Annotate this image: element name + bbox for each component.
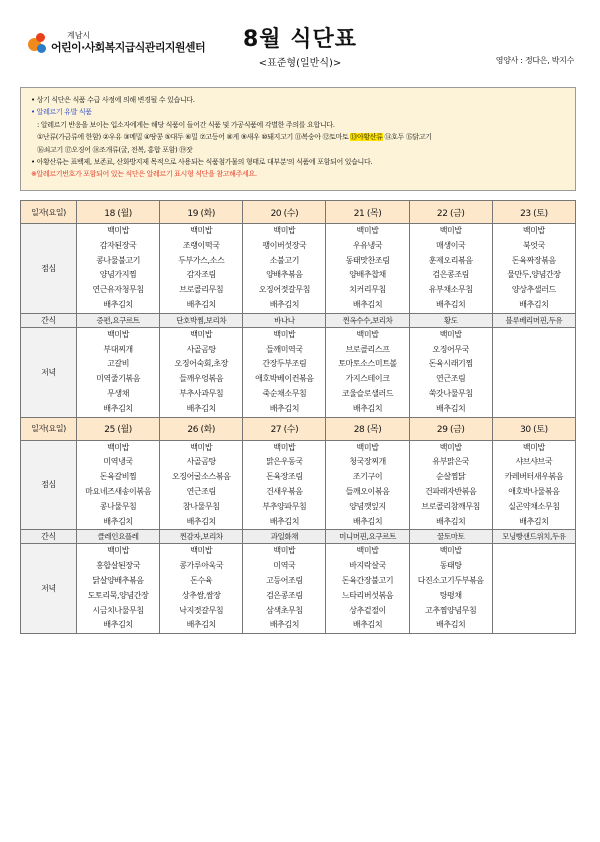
menu-item: 돈육갈비찜 [99, 472, 137, 482]
lunch-cell [492, 224, 575, 314]
dinner-cell [243, 327, 326, 417]
menu-item: 동태탕 [439, 561, 462, 571]
lunch-cell [160, 224, 243, 314]
menu-item: 백미밥 [273, 226, 296, 235]
menu-item: 상추쌈,쌈장 [181, 590, 221, 600]
menu-item: 콩나물무침 [99, 501, 137, 511]
dinner-cell [492, 544, 575, 634]
day-header: 28 (목) [326, 417, 409, 440]
menu-item: 건파래자반볶음 [425, 486, 477, 496]
lunch-cell [77, 440, 160, 530]
menu-item: 돈육간장불고기 [341, 575, 394, 585]
menu-item: 오징어젓갈무침 [258, 285, 311, 295]
allergy-codes-line2: ⑯쇠고기 ⑰오징어 ⑱조개류(굴, 전복, 홍합 포함) ⑲잣 [37, 145, 193, 154]
menu-item: 브로콜리스프 [345, 344, 390, 354]
sulfite-highlight: ⑬아황산류 [350, 133, 383, 142]
menu-item [493, 559, 575, 574]
menu-item: 훈제오리볶음 [428, 255, 473, 265]
menu-item: 백미밥 [522, 442, 545, 452]
page-title: 8월 식단표 [243, 27, 357, 52]
menu-item: 배추김치 [436, 620, 466, 630]
menu-item: 실곤약채소무침 [508, 501, 560, 511]
menu-item: 콩나물불고기 [96, 255, 141, 265]
menu-item: 백미밥 [439, 226, 462, 235]
menu-item: 백미밥 [273, 442, 296, 452]
menu-item: 삼색초무침 [266, 605, 303, 615]
menu-item: 백미밥 [107, 442, 130, 452]
menu-item: 도토리묵,양념간장 [87, 590, 149, 600]
menu-item: 시금치나물무침 [92, 605, 144, 615]
menu-item: 우유냉국 [352, 240, 383, 250]
menu-item: 백미밥 [356, 329, 379, 339]
menu-item: 배추김치 [519, 516, 549, 526]
nutritionist-credit: 영양사 : 정다은, 박지수 [495, 56, 574, 65]
week2-lunch-row [21, 440, 576, 530]
dinner-cell [409, 544, 492, 634]
weekly-menu-table [20, 200, 576, 634]
dinner-cell [243, 544, 326, 634]
snack-cell: 미니머핀,요구르트 [326, 530, 409, 544]
menu-item: 오징어무국 [432, 344, 470, 354]
week1-snack-row [21, 313, 576, 327]
snack-cell: 모닝빵샌드위치,두유 [492, 530, 575, 544]
menu-item: 미역국 [273, 561, 296, 571]
notice-sulfite: • 아황산류는 표백제, 보존료, 산화방지제 목적으로 사용되는 식품첨가물의 형태로 대부분'의 식품에 포함되어 있습니다. [31, 158, 373, 167]
dinner-cell [492, 327, 575, 417]
snack-cell: 블루베리머핀,두유 [492, 313, 575, 327]
menu-item [493, 328, 575, 343]
menu-item: 상추겉절이 [349, 605, 386, 615]
dinner-label: 저녁 [21, 327, 77, 417]
menu-item: 배추김치 [436, 516, 466, 526]
menu-item: 고갈비 [107, 359, 130, 369]
menu-item: 죽순채소무침 [262, 388, 307, 398]
menu-item: 애호박나물볶음 [508, 486, 560, 496]
dinner-cell [326, 544, 409, 634]
notice-allergy-heading: • 알레르기 유발 식품 [31, 108, 92, 117]
menu-item: 미역냉국 [103, 457, 133, 467]
menu-item: 양념가지찜 [99, 270, 137, 280]
menu-item: 간장두부조림 [262, 359, 307, 369]
menu-item: 백미밥 [439, 329, 462, 339]
menu-item: 배추김치 [103, 620, 133, 630]
menu-item: 양배추찹채 [349, 270, 386, 280]
menu-item: 가지스테이크 [345, 374, 390, 384]
menu-item: 마요네즈새송이볶음 [85, 486, 152, 496]
menu-item: 검은콩조림 [266, 590, 303, 600]
menu-item: 배추김치 [436, 403, 466, 413]
logo-center-name: 어린이·사회복지급식관리지원센터 [51, 41, 205, 54]
logo-city: 계남시 [67, 31, 91, 40]
menu-item: 배추김치 [269, 403, 300, 413]
week2-snack-row [21, 530, 576, 544]
dinner-cell [326, 327, 409, 417]
menu-item: 백미밥 [190, 226, 213, 235]
menu-item [493, 387, 575, 402]
menu-item: 배추김치 [103, 403, 133, 413]
day-header: 26 (화) [160, 417, 243, 440]
snack-cell: 황도 [409, 313, 492, 327]
notice-change: • 상기 식단은 식품 수급 사정에 의해 변경될 수 있습니다. [31, 96, 195, 104]
menu-item: 동태맛찬조림 [345, 255, 390, 265]
menu-item: 부대찌개 [103, 344, 133, 354]
day-header: 19 (화) [160, 201, 243, 224]
menu-item: 닭살양배추볶음 [92, 575, 144, 585]
menu-item: 돈육장조림 [266, 472, 303, 482]
menu-item: 들깨미역국 [266, 344, 303, 354]
dinner-cell [77, 544, 160, 634]
menu-item: 백미밥 [190, 546, 213, 556]
menu-item: 배추김치 [352, 299, 383, 309]
menu-item: 연근조림 [186, 486, 216, 496]
menu-item: 감자된장국 [99, 240, 137, 250]
menu-item [493, 357, 575, 372]
menu-item: 백미밥 [522, 226, 545, 235]
menu-item: 백미밥 [107, 329, 130, 339]
dinner-cell [409, 327, 492, 417]
snack-cell: 과일화채 [243, 530, 326, 544]
menu-item: 고추찜양념무침 [425, 605, 477, 615]
menu-item: 배추김치 [352, 516, 383, 526]
menu-item: 카레버터새우볶음 [504, 472, 564, 482]
snack-cell: 꿀토마토 [409, 530, 492, 544]
week2-dinner-row [21, 544, 576, 634]
date-label: 일자(요일) [21, 201, 77, 224]
lunch-cell [326, 440, 409, 530]
menu-item: 낙지젓갈무침 [179, 605, 224, 615]
menu-item: 감자조림 [186, 270, 216, 280]
week1-dinner-row [21, 327, 576, 417]
menu-item: 양상추샐러드 [511, 285, 556, 295]
menu-item: 배추김치 [103, 299, 133, 309]
menu-item: 다진소고기두부볶음 [417, 575, 484, 585]
menu-item: 배추김치 [186, 516, 216, 526]
menu-item: 양념깻잎지 [349, 501, 386, 511]
menu-item: 백미밥 [356, 226, 379, 235]
menu-item: 느타리버섯볶음 [341, 590, 394, 600]
menu-item: 배추김치 [186, 403, 216, 413]
snack-label: 간식 [21, 313, 77, 327]
menu-item: 오징어굴소스볶음 [171, 472, 231, 482]
menu-item [493, 574, 575, 589]
snack-cell: 클레인요플레 [77, 530, 160, 544]
menu-item: 청국장찌개 [349, 457, 386, 467]
menu-item: 샤브샤브국 [515, 457, 553, 467]
menu-item: 쑥갓나물무침 [428, 388, 473, 398]
snack-cell: 단호박찜,보리차 [160, 313, 243, 327]
lunch-cell [77, 224, 160, 314]
menu-item: 백미밥 [273, 546, 296, 556]
notice-allergy-caution: : 알레르기 반응을 보이는 입소자에게는 해당 식품이 들어간 식품 및 가공식품에 각별한 주의를 요합니다. [37, 120, 335, 129]
menu-item: 배추김치 [269, 516, 300, 526]
menu-item: 배추김치 [103, 516, 133, 526]
menu-item: 양배추볶음 [266, 270, 303, 280]
dinner-cell [160, 544, 243, 634]
menu-item: 배추김치 [186, 620, 216, 630]
menu-type-subtitle: <표준형(일반식)> [258, 58, 342, 69]
menu-item: 배추김치 [519, 299, 549, 309]
day-header: 29 (금) [409, 417, 492, 440]
notice-allergy-reference: ※알레르기번호가 포함되어 있는 식단은 알레르기 표시형 식단을 참고해주세요. [31, 170, 257, 179]
menu-item: 백미밥 [356, 546, 379, 556]
menu-item: 콩가루아욱국 [179, 561, 224, 571]
day-header: 20 (수) [243, 201, 326, 224]
day-header: 25 (월) [77, 417, 160, 440]
menu-item: 들깨오이볶음 [345, 486, 390, 496]
menu-item: 유부맑은국 [432, 457, 470, 467]
menu-item: 미역줄기볶음 [96, 374, 141, 384]
menu-item: 백미밥 [107, 226, 130, 235]
menu-item: 홍합살된장국 [96, 561, 141, 571]
menu-item: 검은콩조림 [432, 270, 470, 280]
menu-item: 브로콜리참깨무침 [421, 501, 481, 511]
menu-item: 바지락살국 [349, 561, 386, 571]
menu-item: 북엇국 [522, 240, 545, 250]
menu-item [493, 618, 575, 633]
week1-date-row [21, 201, 576, 224]
dinner-label: 저녁 [21, 544, 77, 634]
menu-item: 백미밥 [273, 329, 296, 339]
lunch-cell [160, 440, 243, 530]
menu-item: 애호박베이컨볶음 [255, 374, 314, 384]
menu-item: 브로콜리무침 [179, 285, 224, 295]
menu-item: 백미밥 [190, 442, 213, 452]
menu-item: 배추김치 [352, 620, 383, 630]
snack-cell: 찐감자,보리차 [160, 530, 243, 544]
lunch-cell [409, 224, 492, 314]
menu-item [493, 343, 575, 358]
menu-item [493, 372, 575, 387]
menu-item: 조기구이 [352, 472, 383, 482]
menu-item: 매생이국 [436, 240, 466, 250]
menu-item: 부추사과무침 [179, 388, 224, 398]
menu-item: 부추양파무침 [262, 501, 307, 511]
menu-item: 고등어조림 [266, 575, 303, 585]
menu-item [493, 589, 575, 604]
menu-item: 돈육짜장볶음 [511, 255, 556, 265]
menu-item: 돈육시래기찜 [428, 359, 473, 369]
snack-label: 간식 [21, 530, 77, 544]
menu-item: 두부가스,소스 [178, 255, 225, 265]
menu-item: 토마토소스미트볼 [338, 359, 397, 369]
day-header: 27 (수) [243, 417, 326, 440]
menu-item [493, 544, 575, 559]
lunch-cell [243, 440, 326, 530]
week1-lunch-row [21, 224, 576, 314]
week2-date-row [21, 417, 576, 440]
day-header: 21 (목) [326, 201, 409, 224]
menu-item: 순살찜닭 [436, 472, 466, 482]
menu-item: 배추김치 [352, 403, 383, 413]
day-header: 22 (금) [409, 201, 492, 224]
allergy-codes-line1: ①난류(가금류에 한함) ②우유 ③메밀 ④땅콩 ⑤대두 ⑥밀 ⑦고등어 ⑧게 ⑨새우 ⑩돼지고기 ⑪복숭아 ⑫토마토 ⑬아황산류 ⑭호두 ⑮닭고기 [37, 133, 432, 142]
menu-item: 사골곰탕 [186, 344, 216, 354]
menu-item: 백미밥 [439, 546, 462, 556]
menu-item: 배추김치 [186, 299, 216, 309]
menu-item: 소불고기 [269, 255, 300, 265]
menu-item: 치커리무침 [349, 285, 386, 295]
menu-item: 오징어숙회,초장 [174, 359, 228, 369]
menu-item: 물만두,양념간장 [507, 270, 561, 280]
menu-item: 배추김치 [269, 620, 300, 630]
menu-item: 유부채소무침 [428, 285, 473, 295]
menu-item: 건새우볶음 [266, 486, 303, 496]
menu-item [493, 402, 575, 417]
menu-item: 백미밥 [190, 329, 213, 339]
snack-cell: 증편,요구르트 [77, 313, 160, 327]
menu-item: 백미밥 [356, 442, 379, 452]
day-header: 18 (월) [77, 201, 160, 224]
lunch-label: 점심 [21, 224, 77, 314]
dinner-cell [77, 327, 160, 417]
snack-cell: 바나나 [243, 313, 326, 327]
menu-item: 팽이버섯장국 [262, 240, 307, 250]
menu-item: 연근유자청무침 [92, 285, 144, 295]
lunch-cell [492, 440, 575, 530]
day-header: 30 (토) [492, 417, 575, 440]
menu-item: 사골곰탕 [186, 457, 216, 467]
menu-item: 백미밥 [439, 442, 462, 452]
dinner-cell [160, 327, 243, 417]
lunch-label: 점심 [21, 440, 77, 530]
menu-item: 맑은우동국 [266, 457, 303, 467]
menu-item: 조랭이떡국 [182, 240, 220, 250]
menu-item: 들깨우엉볶음 [179, 374, 224, 384]
menu-item: 탕평채 [439, 590, 462, 600]
day-header: 23 (토) [492, 201, 575, 224]
menu-item: 배추김치 [269, 299, 300, 309]
menu-item: 배추김치 [436, 299, 466, 309]
menu-item: 코울슬로샐러드 [341, 388, 394, 398]
menu-item: 돈수육 [190, 575, 213, 585]
lunch-cell [243, 224, 326, 314]
date-label: 일자(요일) [21, 417, 77, 440]
menu-item [493, 604, 575, 619]
lunch-cell [326, 224, 409, 314]
menu-item: 무생채 [107, 388, 130, 398]
notice-box [20, 87, 576, 191]
menu-item: 백미밥 [107, 546, 130, 556]
snack-cell: 찐옥수수,보리차 [326, 313, 409, 327]
lunch-cell [409, 440, 492, 530]
menu-item: 참나물무침 [182, 501, 220, 511]
menu-item: 연근조림 [436, 374, 466, 384]
